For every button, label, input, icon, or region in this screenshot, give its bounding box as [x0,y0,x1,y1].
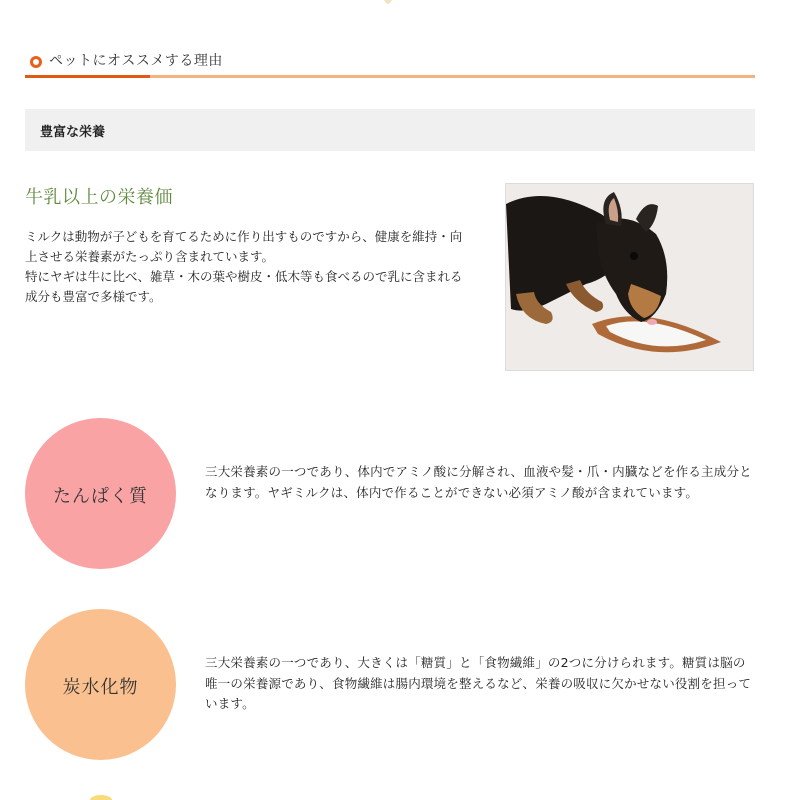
nutrient-name: たんぱく質 [53,486,148,507]
next-nutrient-circle-edge [90,795,112,800]
nutrient-circle [25,418,176,569]
subsection-title: 豊富な栄養 [40,125,106,140]
intro-paragraph: 特にヤギは牛に比べ、雑草・木の葉や樹皮・低木等も食べるので乳に含まれる成分も豊富で多様です。 [25,269,463,304]
intro-text [25,227,465,307]
dog-drinking-milk-photo [505,183,754,371]
nutrient-description: 三大栄養素の一つであり、体内でアミノ酸に分解され、血液や髪・爪・内臓などを作る主成分となります。ヤギミルクは、体内で作ることができない必須アミノ酸が含まれています。 [205,464,752,500]
intro-heading: 牛乳以上の栄養価 [25,187,173,208]
nutrient-circle [25,609,176,760]
nutrient-name: 炭水化物 [62,677,139,698]
leaf-decoration-icon [380,0,396,8]
subsection-bar [25,109,755,151]
section-underline-accent [25,75,150,78]
dog-illustration [506,184,753,370]
section-header [25,46,755,80]
section-title: ペットにオススメする理由 [49,53,223,69]
circle-bullet-icon [30,56,42,68]
intro-paragraph: ミルクは動物が子どもを育てるために作り出すものですから、健康を維持・向上させる栄養素がたっぷり含まれています。 [25,229,463,264]
nutrient-description: 三大栄養素の一つであり、大きくは「糖質」と「食物繊維」の2つに分けられます。糖質は脳の唯一の栄養源であり、食物繊維は腸内環境を整えるなど、栄養の吸収に欠かせない役割を担っています。 [205,655,752,711]
